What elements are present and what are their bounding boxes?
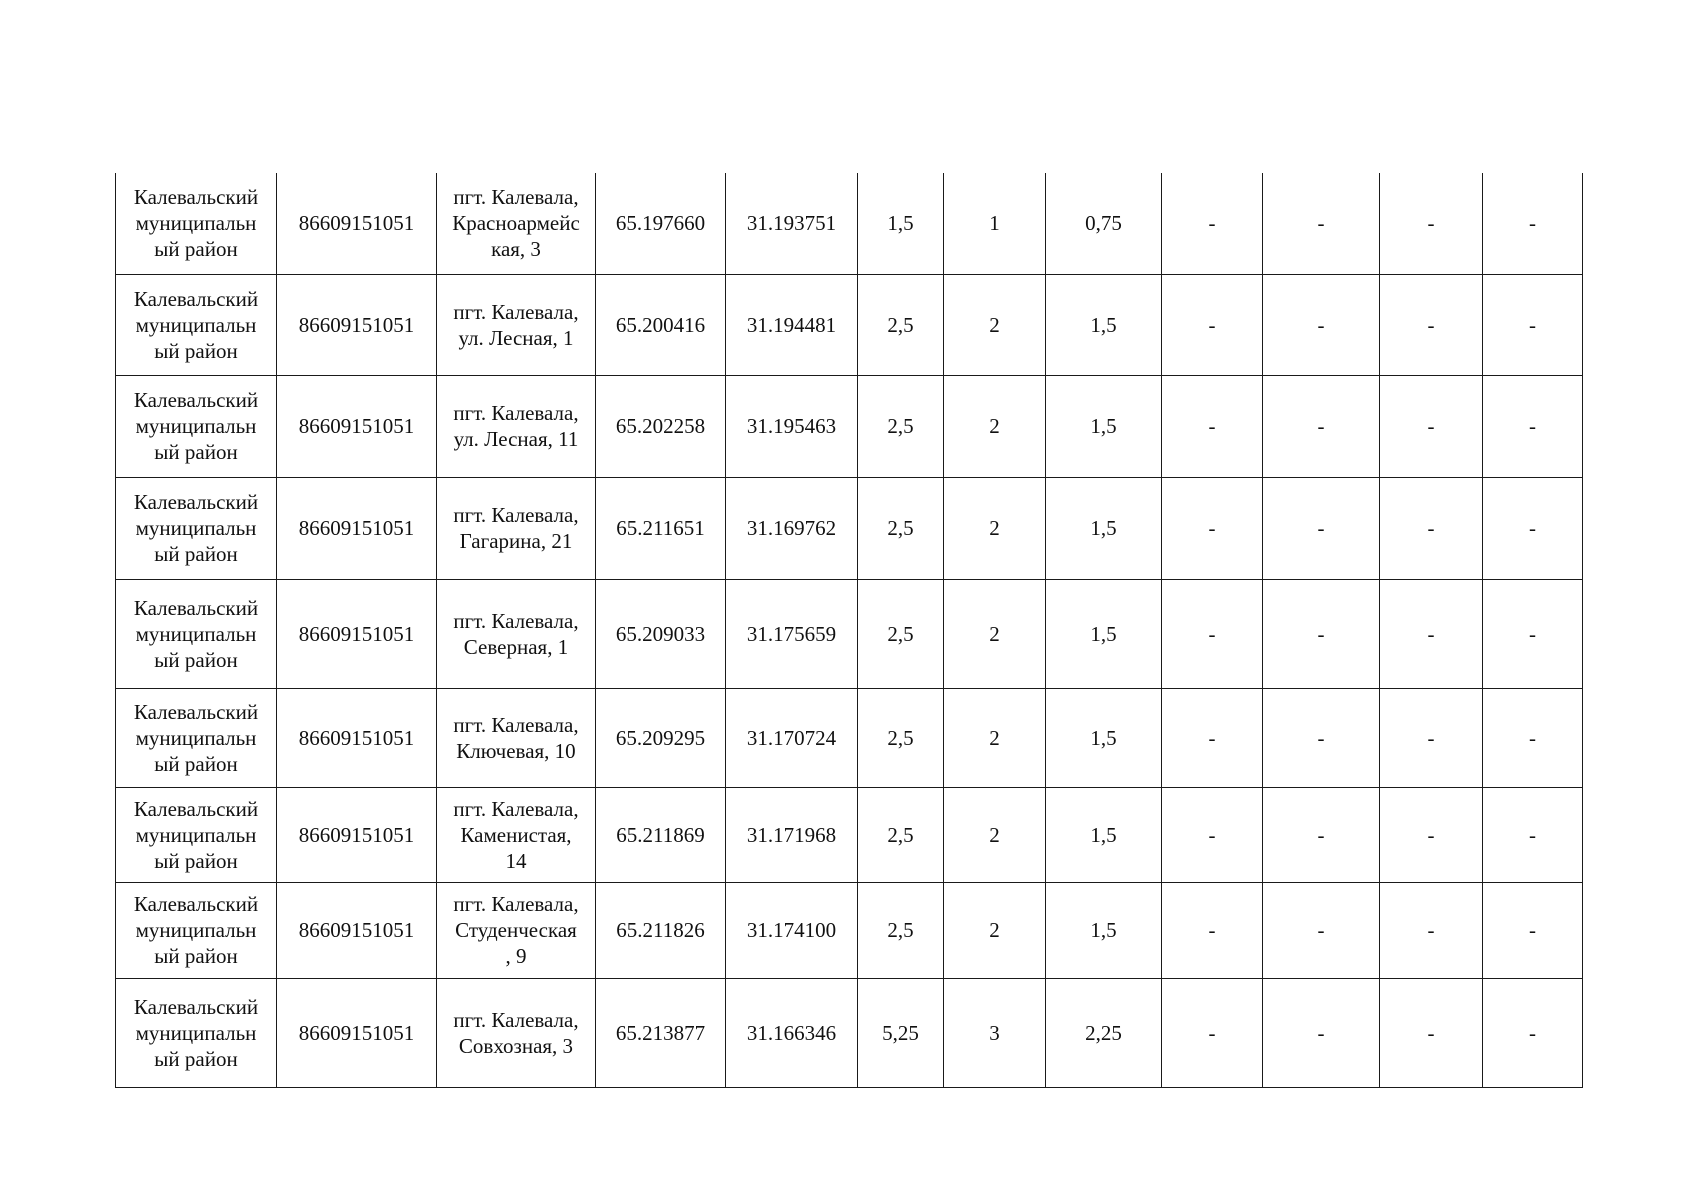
cell-value-1: 2,5 — [858, 579, 944, 688]
cell-value-6: - — [1380, 579, 1483, 688]
cell-oktmo: 86609151051 — [277, 688, 437, 787]
cell-address: пгт. Калевала, Ключевая, 10 — [437, 688, 596, 787]
cell-oktmo: 86609151051 — [277, 375, 437, 477]
cell-value-6: - — [1380, 688, 1483, 787]
table-row — [116, 688, 1583, 787]
cell-latitude: 65.209295 — [596, 688, 726, 787]
cell-value-6: - — [1380, 477, 1483, 579]
cell-value-2: 1 — [944, 173, 1046, 274]
cell-value-7: - — [1483, 787, 1583, 882]
cell-value-7: - — [1483, 579, 1583, 688]
cell-value-1: 2,5 — [858, 375, 944, 477]
cell-address: пгт. Калевала, Студенческая , 9 — [437, 882, 596, 978]
cell-value-4: - — [1162, 579, 1263, 688]
table-row — [116, 579, 1583, 688]
cell-value-6: - — [1380, 787, 1483, 882]
cell-latitude: 65.211651 — [596, 477, 726, 579]
cell-value-7: - — [1483, 477, 1583, 579]
cell-value-4: - — [1162, 477, 1263, 579]
table-row — [116, 173, 1583, 274]
cell-value-3: 0,75 — [1046, 173, 1162, 274]
cell-district: Калевальский муниципальн ый район — [116, 978, 277, 1087]
cell-district: Калевальский муниципальн ый район — [116, 688, 277, 787]
cell-value-7: - — [1483, 978, 1583, 1087]
cell-value-4: - — [1162, 274, 1263, 375]
table-row — [116, 274, 1583, 375]
cell-value-2: 2 — [944, 688, 1046, 787]
cell-value-2: 2 — [944, 375, 1046, 477]
cell-oktmo: 86609151051 — [277, 274, 437, 375]
cell-value-4: - — [1162, 787, 1263, 882]
cell-value-4: - — [1162, 173, 1263, 274]
cell-latitude: 65.202258 — [596, 375, 726, 477]
data-table — [115, 173, 1583, 1088]
cell-latitude: 65.209033 — [596, 579, 726, 688]
cell-value-2: 2 — [944, 579, 1046, 688]
cell-oktmo: 86609151051 — [277, 787, 437, 882]
cell-longitude: 31.174100 — [726, 882, 858, 978]
cell-value-5: - — [1263, 477, 1380, 579]
cell-value-2: 2 — [944, 477, 1046, 579]
cell-address: пгт. Калевала, Гагарина, 21 — [437, 477, 596, 579]
cell-value-4: - — [1162, 688, 1263, 787]
cell-value-3: 1,5 — [1046, 882, 1162, 978]
cell-district: Калевальский муниципальн ый район — [116, 375, 277, 477]
cell-value-3: 1,5 — [1046, 688, 1162, 787]
cell-district: Калевальский муниципальн ый район — [116, 787, 277, 882]
cell-latitude: 65.211869 — [596, 787, 726, 882]
cell-value-4: - — [1162, 882, 1263, 978]
cell-value-7: - — [1483, 274, 1583, 375]
table-row — [116, 375, 1583, 477]
cell-oktmo: 86609151051 — [277, 173, 437, 274]
table-body — [116, 173, 1583, 1087]
cell-district: Калевальский муниципальн ый район — [116, 173, 277, 274]
cell-address: пгт. Калевала, Каменистая, 14 — [437, 787, 596, 882]
cell-address: пгт. Калевала, ул. Лесная, 1 — [437, 274, 596, 375]
cell-longitude: 31.170724 — [726, 688, 858, 787]
table-row — [116, 787, 1583, 882]
cell-district: Калевальский муниципальн ый район — [116, 477, 277, 579]
cell-value-1: 2,5 — [858, 688, 944, 787]
cell-value-2: 3 — [944, 978, 1046, 1087]
cell-longitude: 31.193751 — [726, 173, 858, 274]
cell-longitude: 31.171968 — [726, 787, 858, 882]
cell-longitude: 31.194481 — [726, 274, 858, 375]
cell-value-3: 1,5 — [1046, 787, 1162, 882]
cell-address: пгт. Калевала, Красноармейс кая, 3 — [437, 173, 596, 274]
cell-value-6: - — [1380, 882, 1483, 978]
cell-value-3: 1,5 — [1046, 274, 1162, 375]
cell-value-3: 1,5 — [1046, 579, 1162, 688]
cell-address: пгт. Калевала, Совхозная, 3 — [437, 978, 596, 1087]
cell-value-5: - — [1263, 688, 1380, 787]
cell-district: Калевальский муниципальн ый район — [116, 882, 277, 978]
cell-oktmo: 86609151051 — [277, 882, 437, 978]
cell-latitude: 65.197660 — [596, 173, 726, 274]
cell-value-1: 5,25 — [858, 978, 944, 1087]
cell-value-5: - — [1263, 787, 1380, 882]
cell-value-7: - — [1483, 375, 1583, 477]
cell-latitude: 65.200416 — [596, 274, 726, 375]
cell-value-1: 2,5 — [858, 882, 944, 978]
cell-latitude: 65.211826 — [596, 882, 726, 978]
cell-value-1: 1,5 — [858, 173, 944, 274]
cell-latitude: 65.213877 — [596, 978, 726, 1087]
cell-value-1: 2,5 — [858, 787, 944, 882]
cell-value-3: 2,25 — [1046, 978, 1162, 1087]
cell-value-6: - — [1380, 978, 1483, 1087]
cell-address: пгт. Калевала, Северная, 1 — [437, 579, 596, 688]
table-row — [116, 477, 1583, 579]
cell-longitude: 31.169762 — [726, 477, 858, 579]
cell-value-6: - — [1380, 173, 1483, 274]
cell-oktmo: 86609151051 — [277, 579, 437, 688]
cell-value-2: 2 — [944, 882, 1046, 978]
cell-district: Калевальский муниципальн ый район — [116, 274, 277, 375]
cell-district: Калевальский муниципальн ый район — [116, 579, 277, 688]
cell-value-4: - — [1162, 978, 1263, 1087]
cell-value-5: - — [1263, 978, 1380, 1087]
cell-value-3: 1,5 — [1046, 375, 1162, 477]
cell-value-6: - — [1380, 274, 1483, 375]
cell-oktmo: 86609151051 — [277, 477, 437, 579]
cell-value-5: - — [1263, 173, 1380, 274]
cell-value-7: - — [1483, 882, 1583, 978]
cell-value-4: - — [1162, 375, 1263, 477]
cell-longitude: 31.175659 — [726, 579, 858, 688]
cell-longitude: 31.166346 — [726, 978, 858, 1087]
cell-value-5: - — [1263, 274, 1380, 375]
cell-value-5: - — [1263, 882, 1380, 978]
cell-value-2: 2 — [944, 787, 1046, 882]
cell-value-1: 2,5 — [858, 274, 944, 375]
cell-longitude: 31.195463 — [726, 375, 858, 477]
cell-value-7: - — [1483, 173, 1583, 274]
table-row — [116, 978, 1583, 1087]
table-row — [116, 882, 1583, 978]
cell-value-7: - — [1483, 688, 1583, 787]
cell-value-1: 2,5 — [858, 477, 944, 579]
cell-value-5: - — [1263, 375, 1380, 477]
cell-value-2: 2 — [944, 274, 1046, 375]
cell-value-5: - — [1263, 579, 1380, 688]
cell-value-6: - — [1380, 375, 1483, 477]
cell-address: пгт. Калевала, ул. Лесная, 11 — [437, 375, 596, 477]
cell-oktmo: 86609151051 — [277, 978, 437, 1087]
cell-value-3: 1,5 — [1046, 477, 1162, 579]
